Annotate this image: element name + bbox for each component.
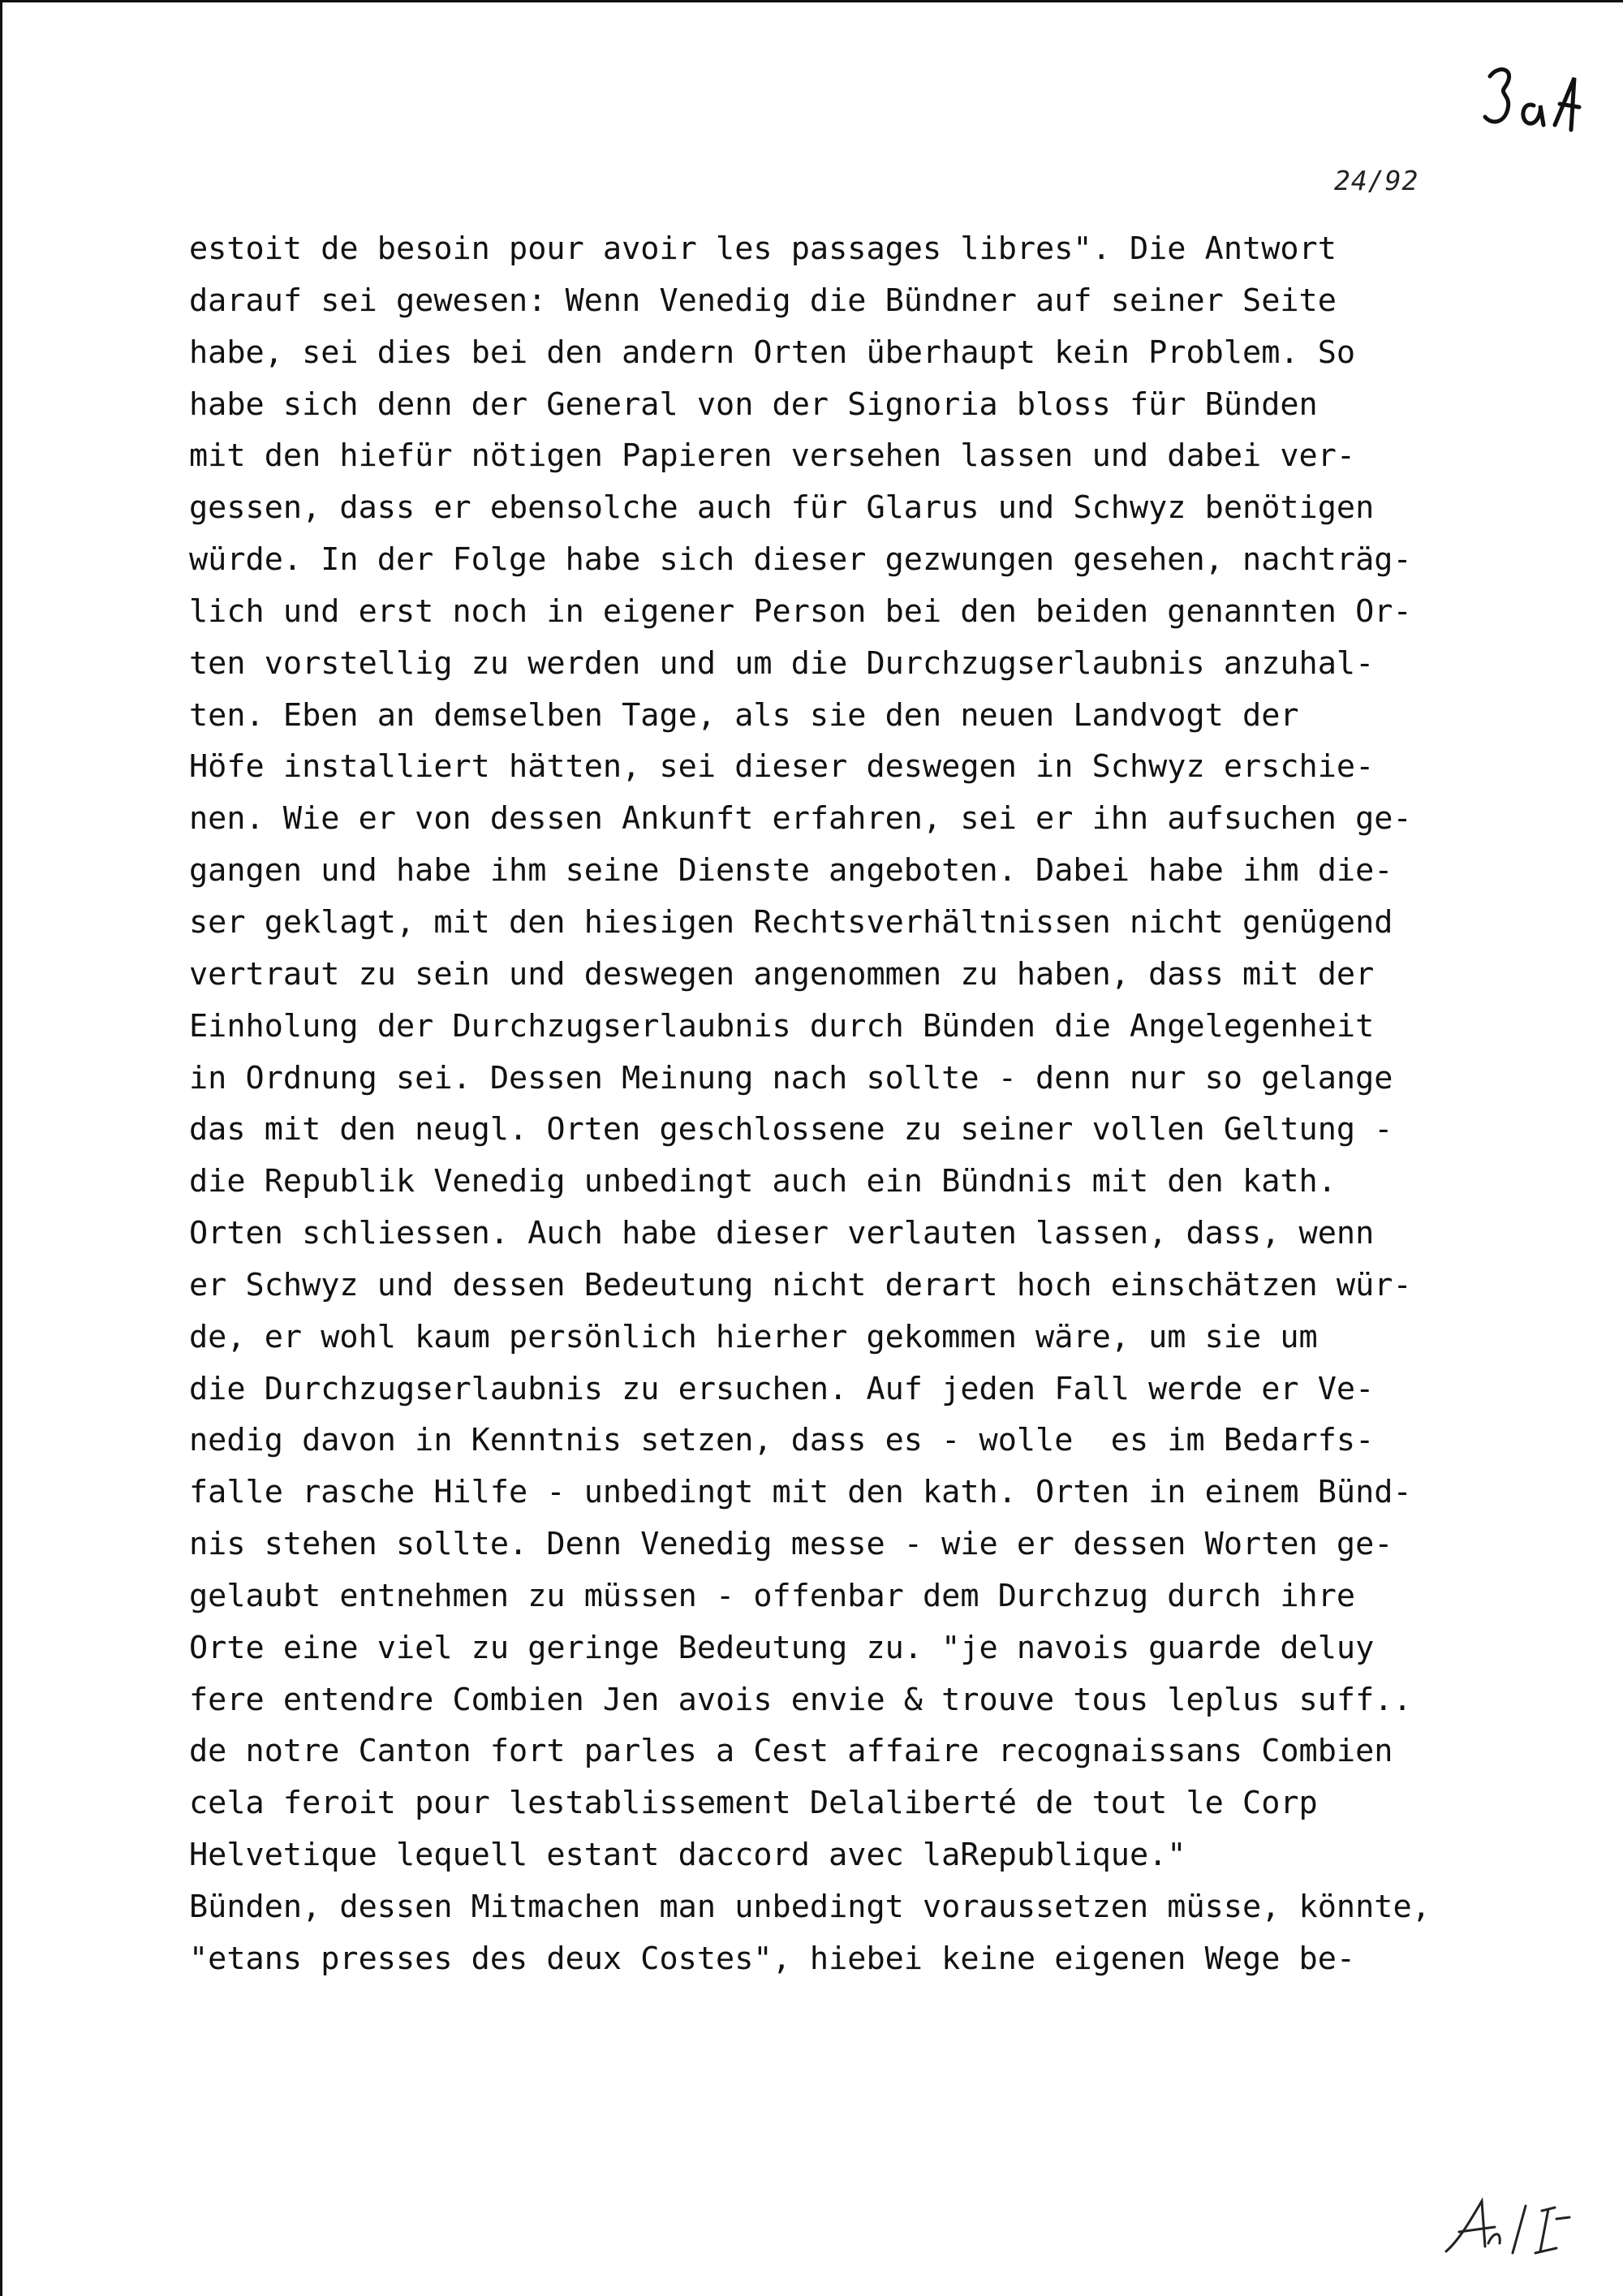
- text-line: Helvetique lequell estant daccord avec laRepublique.": [189, 1837, 1186, 1874]
- text-line: "etans presses des deux Costes", hiebei keine eigenen Wege be-: [189, 1940, 1356, 1977]
- text-line: ten vorstellig zu werden und um die Durchzugserlaubnis anzuhal-: [189, 644, 1375, 682]
- text-line: nen. Wie er von dessen Ankunft erfahren, sei er ihn aufsuchen ge-: [189, 800, 1412, 838]
- text-line: cela feroit pour lestablissement Delaliberté de tout le Corp: [189, 1785, 1318, 1822]
- scan-border-top: [0, 0, 1623, 2]
- text-line: nis stehen sollte. Denn Venedig messe - wie er dessen Worten ge-: [189, 1526, 1393, 1563]
- text-line: vertraut zu sein und deswegen angenommen zu haben, dass mit der: [189, 955, 1375, 993]
- text-line: gangen und habe ihm seine Dienste angeboten. Dabei habe ihm die-: [189, 852, 1393, 890]
- text-line: die Republik Venedig unbedingt auch ein Bündnis mit den kath.: [189, 1163, 1337, 1200]
- text-line: de notre Canton fort parles a Cest affaire recognaissans Combien: [189, 1733, 1393, 1770]
- text-line: würde. In der Folge habe sich dieser gezwungen gesehen, nachträg-: [189, 541, 1412, 579]
- text-line: Einholung der Durchzugserlaubnis durch Bünden die Angelegenheit: [189, 1007, 1375, 1045]
- text-line: ser geklagt, mit den hiesigen Rechtsverhältnissen nicht genügend: [189, 903, 1393, 941]
- text-line: Orten schliessen. Auch habe dieser verlauten lassen, dass, wenn: [189, 1215, 1375, 1252]
- text-line: darauf sei gewesen: Wenn Venedig die Bündner auf seiner Seite: [189, 282, 1337, 319]
- text-line: in Ordnung sei. Dessen Meinung nach sollte - denn nur so gelange: [189, 1059, 1393, 1096]
- text-line: ten. Eben an demselben Tage, als sie den neuen Landvogt der: [189, 696, 1299, 734]
- handwritten-folio-number: [1475, 58, 1589, 148]
- text-line: de, er wohl kaum persönlich hierher gekommen wäre, um sie um: [189, 1318, 1318, 1355]
- text-line: falle rasche Hilfe - unbedingt mit den kath. Orten in einem Bünd-: [189, 1474, 1412, 1511]
- text-line: Höfe installiert hätten, sei dieser deswegen in Schwyz erschie-: [189, 748, 1375, 786]
- text-line: gelaubt entnehmen zu müssen - offenbar dem Durchzug durch ihre: [189, 1577, 1356, 1614]
- handwritten-footer-mark: [1435, 2183, 1581, 2264]
- text-line: Bünden, dessen Mitmachen man unbedingt voraussetzen müsse, könnte,: [189, 1889, 1431, 1925]
- text-line: er Schwyz und dessen Bedeutung nicht derart hoch einschätzen wür-: [189, 1266, 1412, 1303]
- text-line: mit den hiefür nötigen Papieren versehen lassen und dabei ver-: [189, 437, 1356, 475]
- scan-border-left: [0, 0, 2, 2296]
- text-line: gessen, dass er ebensolche auch für Glarus und Schwyz benötigen: [189, 489, 1375, 527]
- text-line: habe, sei dies bei den andern Orten überhaupt kein Problem. So: [189, 334, 1356, 371]
- text-line: das mit den neugl. Orten geschlossene zu seiner vollen Geltung -: [189, 1111, 1393, 1148]
- text-line: fere entendre Combien Jen avois envie & trouve tous leplus suff..: [189, 1681, 1412, 1718]
- text-line: die Durchzugserlaubnis zu ersuchen. Auf jeden Fall werde er Ve-: [189, 1370, 1375, 1407]
- text-line: habe sich denn der General von der Signoria bloss für Bünden: [189, 386, 1318, 423]
- page-number: 24/92: [1334, 165, 1419, 196]
- text-line: lich und erst noch in eigener Person bei den beiden genannten Or-: [189, 592, 1412, 630]
- text-line: nedig davon in Kenntnis setzen, dass es - wolle es im Bedarfs-: [189, 1422, 1375, 1459]
- body-text: [189, 223, 1601, 1985]
- text-line: Orte eine viel zu geringe Bedeutung zu. "je navois guarde deluy: [189, 1629, 1375, 1666]
- text-line: estoit de besoin pour avoir les passages libres". Die Antwort: [189, 230, 1337, 267]
